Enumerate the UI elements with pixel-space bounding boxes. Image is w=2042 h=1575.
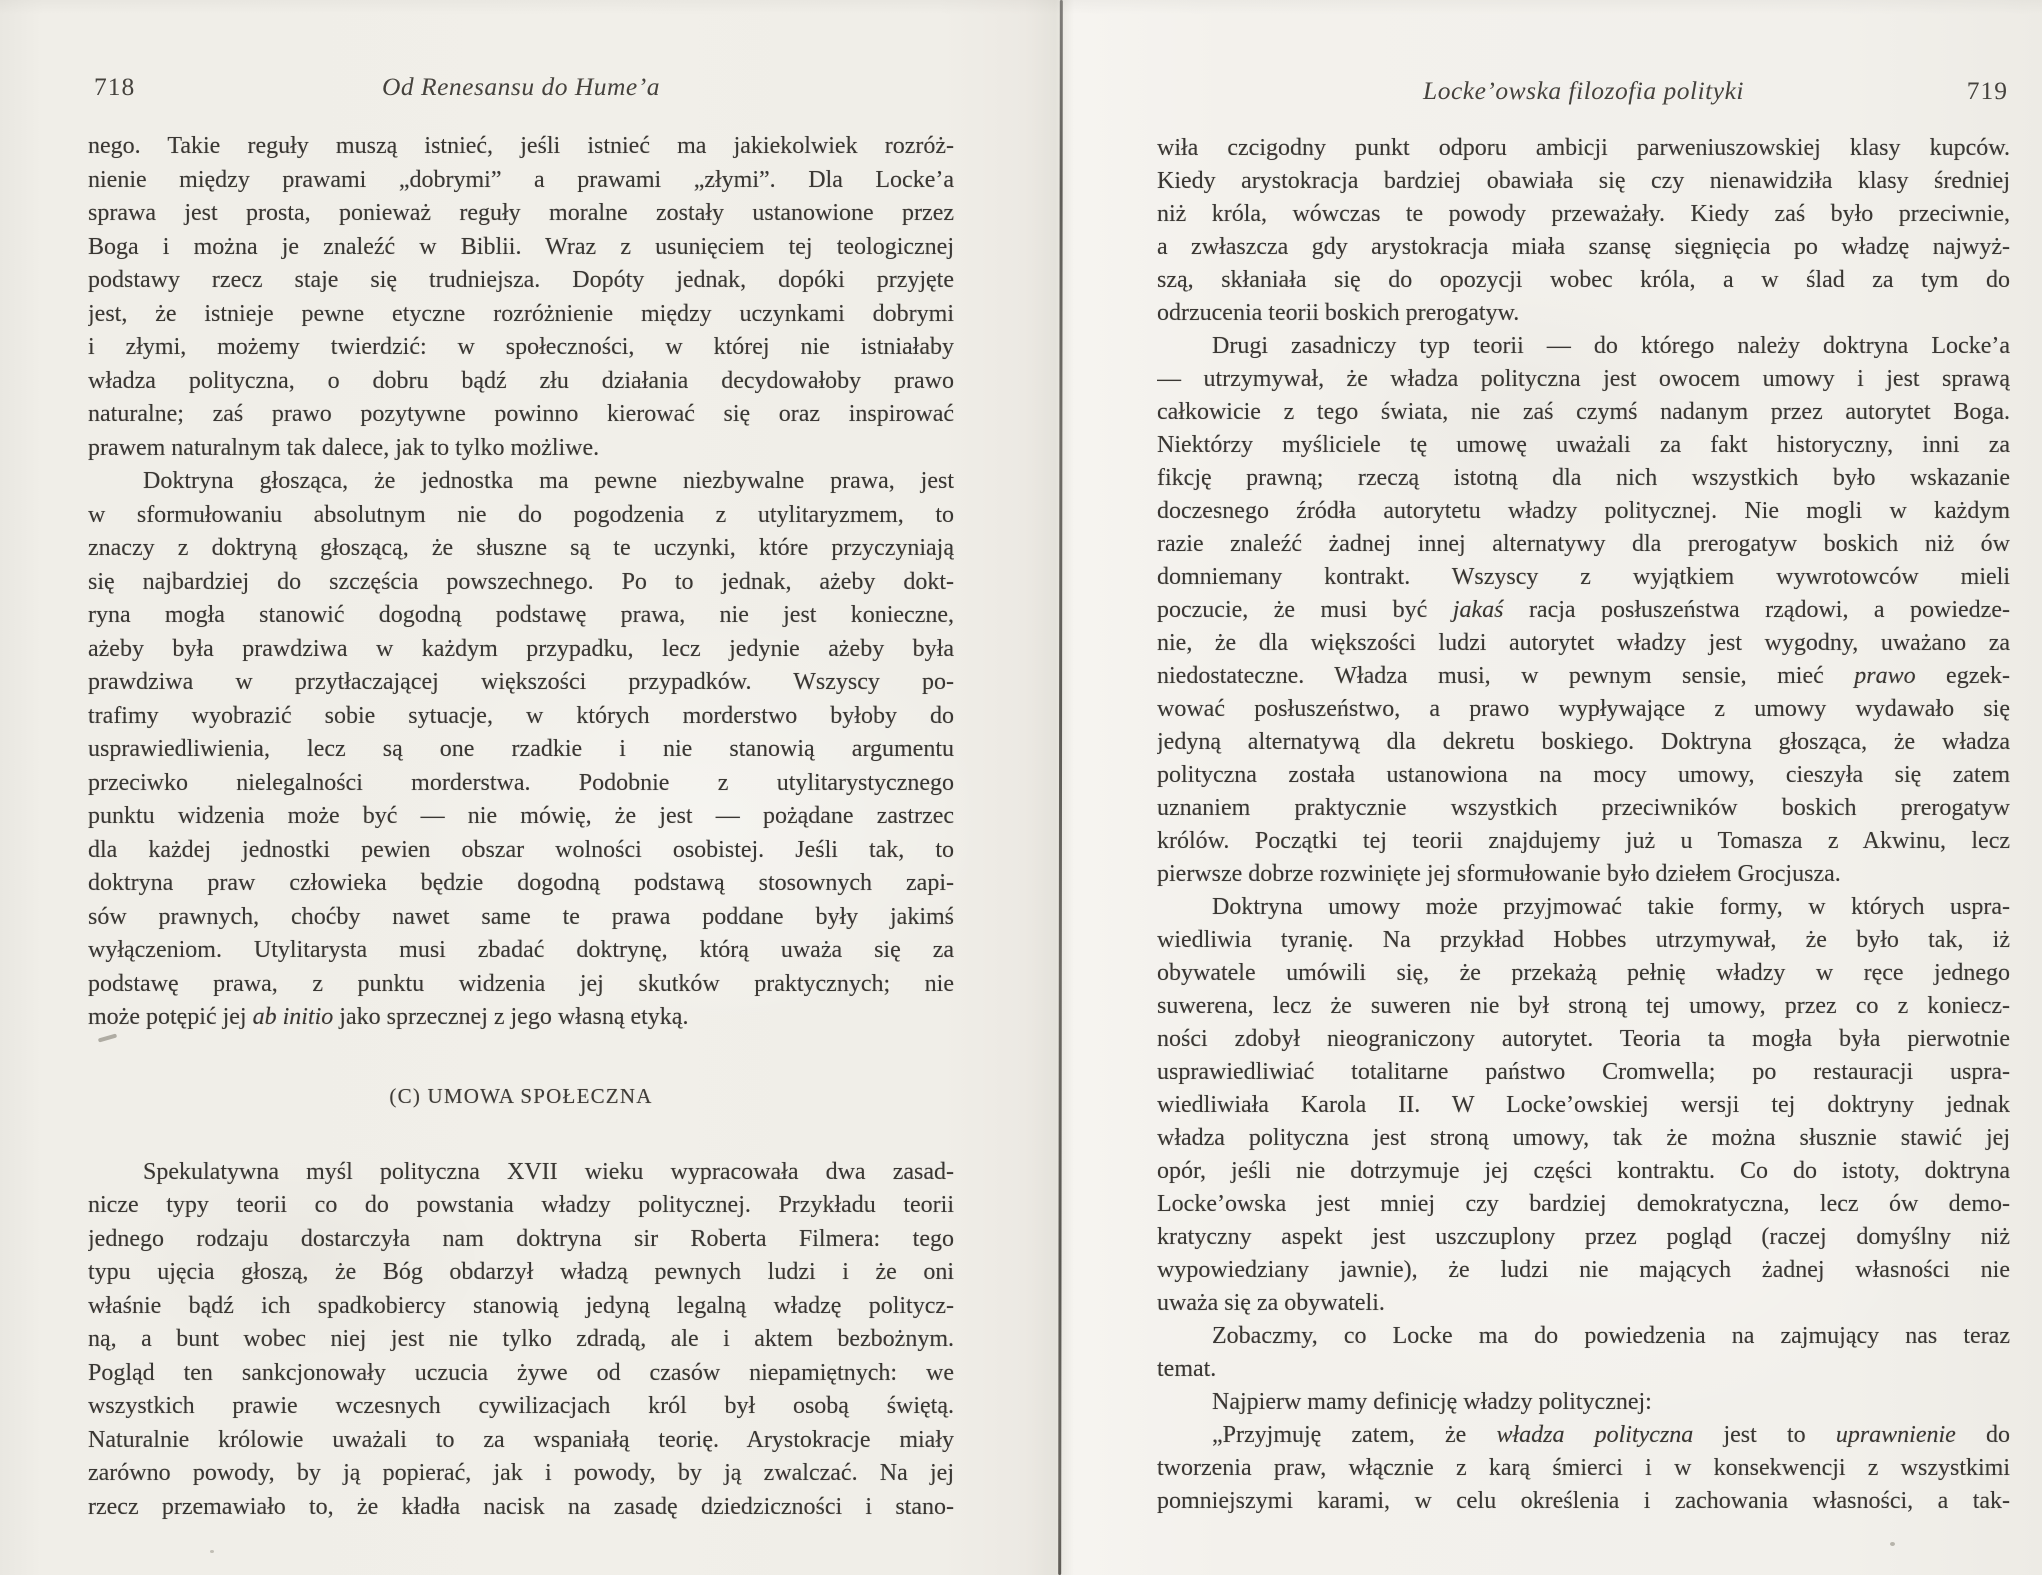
text-line: podstawę prawa, z punktu widzenia jej skutków praktycznych; nie bbox=[88, 970, 954, 997]
text-line: podstawy rzecz staje się trudniejsza. Dopóty jednak, dopóki przyjęte bbox=[88, 267, 954, 293]
text-line: fikcję prawną; rzeczą istotną dla nich wszystkich było wskazanie bbox=[1157, 465, 2010, 491]
text-line: prawdziwa w przytłaczającej większości przypadków. Wszyscy po- bbox=[88, 669, 954, 695]
text-line: wszystkich prawie wczesnych cywilizacjach król był osobą świętą. bbox=[88, 1393, 954, 1419]
page-gutter-line bbox=[1058, 0, 1062, 1575]
text-line: Locke’owska jest mniej czy bardziej demokratyczna, lecz ów demo- bbox=[1157, 1191, 2010, 1217]
left-running-head bbox=[88, 70, 954, 104]
text-line: sprawa jest prosta, ponieważ reguły moralne zostały ustanowione przez bbox=[88, 200, 954, 226]
text-line: wiedliwia tyranię. Na przykład Hobbes utrzymywał, że było tak, iż bbox=[1157, 927, 2010, 953]
text-line: wypowiedziany jawnie), że ludzi nie mających żadnej własności nie bbox=[1157, 1257, 2010, 1283]
text-line: jednego rodzaju dostarczyła nam doktryna sir Roberta Filmera: tego bbox=[88, 1225, 954, 1252]
text-line: Doktryna umowy może przyjmować takie formy, w których uspra- bbox=[1212, 894, 2010, 920]
text-line: poczucie, że musi być jakaś racja posłuszeństwa rządowi, a powiedze- bbox=[1157, 597, 2010, 623]
section-heading: (C) UMOWA SPOŁECZNA bbox=[389, 1083, 653, 1108]
text-line: Niektórzy myśliciele tę umowę uważali za fakt historyczny, inni za bbox=[1157, 432, 2010, 458]
text-line: usprawiedliwienia, lecz są one rzadkie i nie stanowią argumentu bbox=[88, 736, 954, 762]
text-line: władza polityczna jest stroną umowy, tak że można słusznie stawić jej bbox=[1157, 1125, 2010, 1151]
text-line: uznaniem praktycznie wszystkich przeciwników boskich prerogatyw bbox=[1157, 795, 2010, 821]
text-line: „Przyjmuję zatem, że władza polityczna jest to uprawnienie do bbox=[1212, 1422, 2010, 1448]
text-line: jest, że istnieje pewne etyczne rozróżnienie między uczynkami dobrymi bbox=[88, 300, 954, 327]
text-line: pierwsze dobrze rozwinięte jej sformułowanie było dziełem Grocjusza. bbox=[1157, 861, 1841, 887]
text-line: Doktryna głosząca, że jednostka ma pewne niezbywalne prawa, jest bbox=[143, 468, 954, 494]
right-page-text bbox=[1157, 132, 2010, 1518]
text-line: punktu widzenia może być — nie mówię, że jest — pożądane zastrzec bbox=[88, 803, 954, 829]
text-line: a zwłaszcza gdy arystokracja miała szansę sięgnięcia po władzę najwyż- bbox=[1157, 234, 2010, 260]
text-line: domniemany kontrakt. Wszyscy z wyjątkiem wywrotowców mieli bbox=[1157, 564, 2010, 590]
right-running-head bbox=[1157, 74, 2010, 108]
text-line: razie znaleźć żadnej innej alternatywy dla prerogatyw boskich niż ów bbox=[1157, 531, 2010, 557]
text-line: nego. Takie reguły muszą istnieć, jeśli istnieć ma jakiekolwiek rozróż- bbox=[88, 133, 954, 159]
text-line: typu ujęcia głoszą, że Bóg obdarzył władzą pewnych ludzi i że oni bbox=[88, 1259, 954, 1285]
text-line: wować posłuszeństwo, a prawo wypływające z umowy wydawało się bbox=[1157, 696, 2010, 722]
text-line: ażeby była prawdziwa w każdym przypadku, lecz jedynie ażeby była bbox=[88, 635, 954, 662]
text-line: w sformułowaniu absolutnym nie do pogodzenia z utylitaryzmem, to bbox=[88, 501, 954, 528]
text-line: temat. bbox=[1157, 1356, 1217, 1382]
text-line: nicze typy teorii co do powstania władzy politycznej. Przykładu teorii bbox=[88, 1192, 954, 1218]
text-line: wiła czcigodny punkt odporu ambicji parweniuszowskiej klasy kupców. bbox=[1157, 135, 2010, 161]
text-line: Pogląd ten sankcjonowały uczucia żywe od czasów niepamiętnych: we bbox=[88, 1359, 954, 1386]
text-line: rzecz przemawiało to, że kładła nacisk na zasadę dziedziczności i stano- bbox=[88, 1493, 954, 1520]
text-line: wiedliwiała Karola II. W Locke’owskiej wersji tej doktryny jednak bbox=[1157, 1092, 2010, 1118]
text-line: doktryna praw człowieka będzie dogodną podstawą stosownych zapi- bbox=[88, 870, 954, 896]
text-line: właśnie bądź ich spadkobiercy stanowią jedyną legalną władzę politycz- bbox=[88, 1292, 954, 1319]
scan-speck-artifact bbox=[210, 1550, 214, 1553]
text-line: trafimy wyobrazić sobie sytuacje, w których morderstwo byłoby do bbox=[88, 702, 954, 729]
text-line: Kiedy arystokracja bardziej obawiała się czy nienawidziła klasy średniej bbox=[1157, 168, 2010, 194]
text-line: niż króla, wówczas te powody przeważały. Kiedy zaś było przeciwnie, bbox=[1157, 201, 2010, 227]
text-line: pomniejszymi karami, w celu określenia i zachowania własności, a tak- bbox=[1157, 1488, 2010, 1514]
left-running-title: Od Renesansu do Hume’a bbox=[382, 72, 660, 101]
text-line: Boga i można je znaleźć w Biblii. Wraz z usunięciem tej teologicznej bbox=[88, 233, 954, 260]
text-line: przeciwko nielegalności morderstwa. Podobnie z utylitarystycznego bbox=[88, 769, 954, 796]
text-line: władza polityczna, o dobru bądź złu działania decydowałoby prawo bbox=[88, 367, 954, 394]
text-line: niedostateczne. Władza musi, w pewnym sensie, mieć prawo egzek- bbox=[1157, 663, 2010, 689]
text-line: znaczy z doktryną głoszącą, że słuszne są te uczynki, które przyczyniają bbox=[88, 535, 954, 561]
text-line: wyłączeniom. Utylitarysta musi zbadać doktrynę, którą uważa się za bbox=[88, 937, 954, 963]
text-line: i złymi, możemy twierdzić: w społeczności, w której nie istniałaby bbox=[88, 334, 954, 360]
text-line: Najpierw mamy definicję władzy politycznej: bbox=[1212, 1389, 1652, 1415]
text-line: kratyczny aspekt jest uszczuplony przez pogląd (raczej domyślny niż bbox=[1157, 1224, 2010, 1250]
text-line: szą, skłaniała się do opozycji wobec króla, a w ślad za tym do bbox=[1157, 267, 2010, 293]
text-line: Drugi zasadniczy typ teorii — do którego należy doktryna Locke’a bbox=[1212, 333, 2010, 359]
text-line: Naturalnie królowie uważali to za wspaniałą teorię. Arystokracje miały bbox=[88, 1426, 954, 1453]
text-line: prawem naturalnym tak dalece, jak to tylko możliwe. bbox=[88, 434, 600, 461]
right-running-title: Locke’owska filozofia polityki bbox=[1423, 76, 1744, 105]
text-line: dla każdej jednostki pewien obszar wolności osobistej. Jeśli tak, to bbox=[88, 836, 954, 863]
scan-speck-artifact bbox=[1890, 1542, 1895, 1546]
left-page-number: 718 bbox=[94, 72, 136, 101]
text-line: Zobaczmy, co Locke ma do powiedzenia na zajmujący nas teraz bbox=[1212, 1323, 2010, 1349]
text-line: jedyną alternatywą dla dekretu boskiego. Doktryna głosząca, że władza bbox=[1157, 729, 2010, 755]
text-line: królów. Początki tej teorii znajdujemy już u Tomasza z Akwinu, lecz bbox=[1157, 828, 2010, 854]
text-line: suwerena, lecz że suweren nie był stroną tej umowy, przez co z koniecz- bbox=[1157, 993, 2010, 1019]
text-line: doczesnego źródła autorytetu władzy politycznej. Nie mogli w każdym bbox=[1157, 498, 2010, 524]
text-line: nie, że dla większości ludzi autorytet władzy jest wygodny, uważano za bbox=[1157, 630, 2010, 656]
text-line: uważa się za obywateli. bbox=[1157, 1290, 1385, 1316]
text-line: naturalne; zaś prawo pozytywne powinno kierować się oraz inspirować bbox=[88, 401, 954, 427]
text-line: obywatele umówili się, że przekażą pełnię władzy w ręce jednego bbox=[1157, 960, 2010, 986]
text-line: polityczna została ustanowiona na mocy umowy, cieszyła się zatem bbox=[1157, 762, 2010, 788]
right-page-number: 719 bbox=[1966, 76, 2008, 105]
text-line: usprawiedliwiać totalitarne państwo Cromwella; po restauracji uspra- bbox=[1157, 1059, 2010, 1085]
left-page-text bbox=[88, 130, 954, 1524]
text-line: ności zdobył nieograniczony autorytet. Teoria ta mogła była pierwotnie bbox=[1157, 1026, 2010, 1052]
text-line: zarówno powody, by ją popierać, jak i powody, by ją zwalczać. Na jej bbox=[88, 1460, 954, 1486]
text-line: opór, jeśli nie dotrzymuje jej części kontraktu. Co do istoty, doktryna bbox=[1157, 1158, 2010, 1184]
text-line: — utrzymywał, że władza polityczna jest owocem umowy i jest sprawą bbox=[1157, 366, 2010, 392]
text-line: całkowicie z tego świata, nie zaś czymś nadanym przez autorytet Boga. bbox=[1157, 399, 2010, 425]
text-line: odrzucenia teorii boskich prerogatyw. bbox=[1157, 300, 1520, 326]
text-line: ną, a bunt wobec niej jest nie tylko zdradą, ale i aktem bezbożnym. bbox=[88, 1326, 954, 1352]
text-line: Spekulatywna myśl polityczna XVII wieku wypracowała dwa zasad- bbox=[143, 1158, 954, 1185]
text-line: ryna mogła stanowić dogodną podstawę prawa, nie jest konieczne, bbox=[88, 602, 954, 628]
text-line: nienie między prawami „dobrymi” a prawami „złymi”. Dla Locke’a bbox=[88, 166, 954, 193]
text-line: się najbardziej do szczęścia powszechnego. Po to jednak, ażeby dokt- bbox=[88, 568, 954, 595]
text-line: może potępić jej ab initio jako sprzecznej z jego własną etyką. bbox=[88, 1004, 689, 1030]
text-line: sów prawnych, choćby nawet same te prawa poddane były jakimś bbox=[88, 903, 954, 930]
text-line: tworzenia praw, włącznie z karą śmierci i w konsekwencji z wszystkimi bbox=[1157, 1455, 2010, 1481]
